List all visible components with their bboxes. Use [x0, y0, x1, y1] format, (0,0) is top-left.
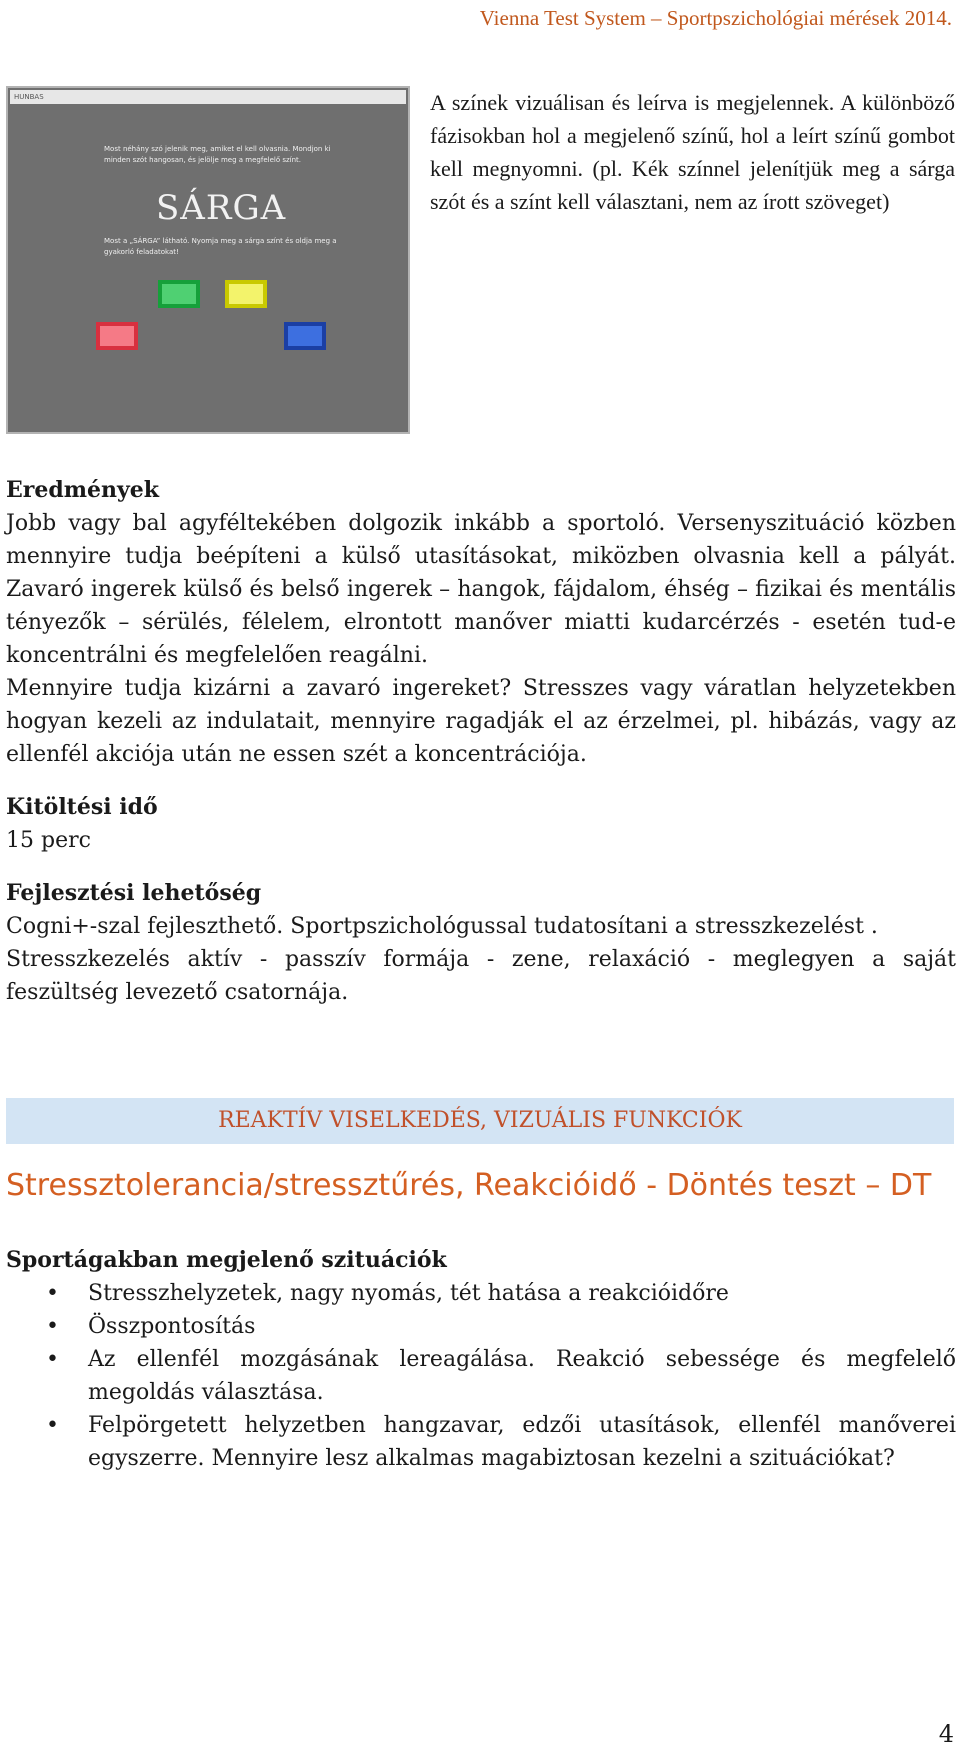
- screenshot-color-word: SÁRGA: [156, 188, 287, 228]
- situations-heading: Sportágakban megjelenő szituációk: [6, 1247, 447, 1273]
- page-number: 4: [938, 1720, 954, 1748]
- bullet-icon: •: [46, 1281, 59, 1306]
- blue-color-button: [284, 322, 326, 350]
- time-value: 15 perc: [6, 828, 91, 853]
- development-paragraph-2: Stresszkezelés aktív - passzív formája - zene, relaxáció - meglegyen a saját feszültség levezető csatornája.: [6, 947, 956, 1005]
- bullet-icon: •: [46, 1413, 59, 1438]
- situations-list: [6, 1277, 956, 1475]
- bullet-icon: •: [46, 1314, 59, 1339]
- bullet-icon: •: [46, 1347, 59, 1372]
- yellow-color-button: [225, 280, 267, 308]
- test-description: A színek vizuálisan és leírva is megjelennek. A különböző fázisokban hol a megjelenő színű, hol a leírt színű gombot kell megnyomni. (pl. Kék színnel jelenítjük meg a sárga szót és a színt kell választani, nem az írott szöveget): [430, 90, 955, 214]
- list-item: • Összpontosítás: [6, 1310, 956, 1343]
- section-band-title: REAKTÍV VISELKEDÉS, VIZUÁLIS FUNKCIÓK: [218, 1108, 742, 1133]
- results-paragraph-2: Mennyire tudja kizárni a zavaró ingereket? Stresszes vagy váratlan helyzetekben hogyan kezeli az indulatait, mennyire ragadják el az érzelmei, pl. hibázás, vagy az ellenfél akciója után ne essen szét a koncentrációja.: [6, 676, 956, 767]
- results-section: [6, 474, 956, 1009]
- red-color-button: [96, 322, 138, 350]
- list-item: • Stresszhelyzetek, nagy nyomás, tét hatása a reakcióidőre: [6, 1277, 956, 1310]
- test-title: Stressztolerancia/stressztűrés, Reakcióidő - Döntés teszt – DT: [6, 1168, 932, 1203]
- list-item: • Felpörgetett helyzetben hangzavar, edzői utasítások, ellenfél manőverei egyszerre. Mennyire lesz alkalmas magabiztosan kezelni a szituációkat?: [6, 1409, 956, 1475]
- list-item: • Az ellenfél mozgásának lereagálása. Reakció sebessége és megfelelő megoldás választása.: [6, 1343, 956, 1409]
- section-band: [6, 1098, 954, 1144]
- results-heading: Eredmények: [6, 477, 160, 503]
- screenshot-instruction-2: Most a „SÁRGA” látható. Nyomja meg a sárga színt és oldja meg a gyakorló feladatokat!: [104, 237, 337, 256]
- development-paragraph-1: Cogni+-szal fejleszthető. Sportpszichológussal tudatosítani a stresszkezelést .: [6, 914, 878, 939]
- screenshot-instruction: Most néhány szó jelenik meg, amiket el kell olvasnia. Mondjon ki minden szót hangosan, és jelölje meg a megfelelő színt.: [104, 145, 331, 164]
- development-heading: Fejlesztési lehetőség: [6, 880, 262, 906]
- screenshot-titlebar: HUNBAS: [10, 90, 406, 104]
- test-screenshot-image: [6, 86, 410, 434]
- page-header: Vienna Test System – Sportpszichológiai mérések 2014.: [479, 6, 952, 30]
- results-paragraph-1: Jobb vagy bal agyféltekében dolgozik inkább a sportoló. Versenyszituáció közben mennyire tudja beépíteni a külső utasításokat, miközben olvasnia kell a pályát. Zavaró ingerek külső és belső ingerek – hangok, fájdalom, éhség – fizikai és mentális tényezők – sérülés, félelem, elrontott manőver miatti kudarcérzés - esetén tud-e koncentrálni és megfelelően reagálni.: [6, 511, 956, 668]
- situations-section: [6, 1244, 956, 1475]
- time-heading: Kitöltési idő: [6, 794, 158, 820]
- green-color-button: [158, 280, 200, 308]
